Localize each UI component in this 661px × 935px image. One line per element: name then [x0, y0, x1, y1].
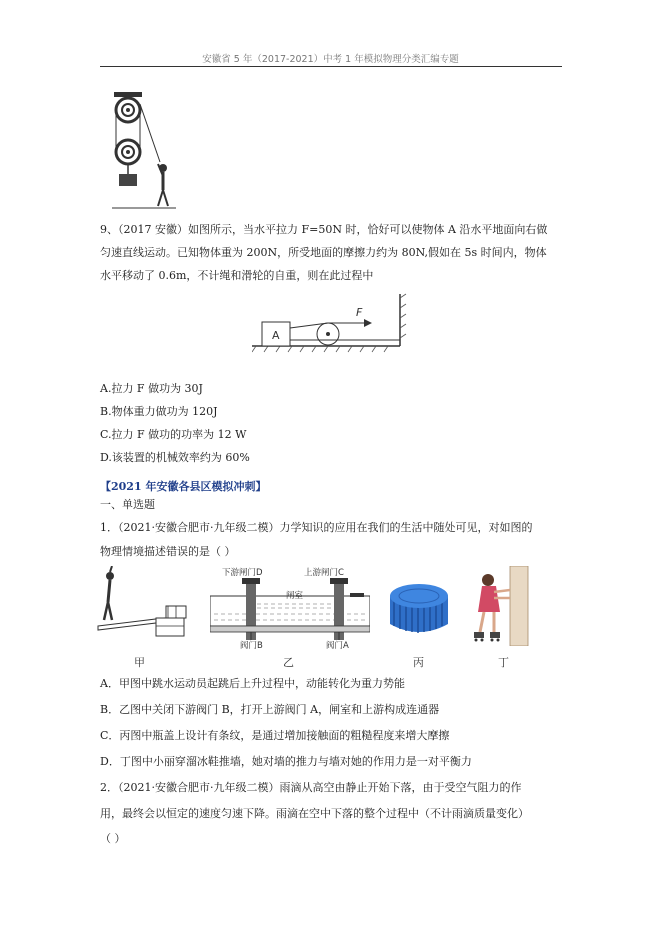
q1-gate-left-label: 下游闸门D — [222, 568, 263, 578]
q1-option-b: B．乙图中关闭下游阀门 B，打开上游阀门 A，闸室和上游构成连通器 — [100, 703, 440, 716]
q1-line-1: 1．（2021·安徽合肥市·九年级二模）力学知识的应用在我们的生活中随处可见，对如图的 — [100, 521, 533, 534]
section-subtitle: 一、单选题 — [100, 498, 155, 511]
section-title: 【2021 年安徽各县区模拟冲刺】 — [100, 480, 267, 493]
q9-line-1: 9、（2017 安徽）如图所示，当水平拉力 F=50N 时，恰好可以使物体 A 沿水平地面向右做 — [100, 223, 548, 236]
page-header-title: 安徽省 5 年（2017-2021）中考 1 年模拟物理分类汇编专题 — [202, 54, 459, 65]
q9-pulley-diagram — [252, 292, 408, 354]
q1-fig-ship-lock — [210, 566, 370, 650]
q9-option-b: B.物体重力做功为 120J — [100, 405, 218, 418]
pulley-figure — [108, 90, 178, 212]
q1-valve-right-label: 阀门A — [326, 641, 349, 650]
q1-gate-right-label: 上游闸门C — [304, 568, 344, 578]
q1-option-c: C．丙图中瓶盖上设计有条纹，是通过增加接触面的粗糙程度来增大摩擦 — [100, 729, 450, 742]
q2-line-1: 2．（2021·安徽合肥市·九年级二模）雨滴从高空由静止开始下落，由于受空气阻力的作 — [100, 781, 522, 794]
q1-caption-bing: 丙 — [413, 656, 424, 669]
q9-line-2: 匀速直线运动。已知物体重为 200N，所受地面的摩擦力约为 80N,假如在 5s 时间内，物体 — [100, 246, 547, 259]
q9-option-a: A.拉力 F 做功为 30J — [100, 382, 203, 395]
q9-option-d: D.该装置的机械效率约为 60% — [100, 451, 250, 464]
q2-line-2: 用，最终会以恒定的速度匀速下降。雨滴在空中下落的整个过程中（不计雨滴质量变化） — [100, 807, 529, 820]
q1-line-2: 物理情境描述错误的是（ ） — [100, 545, 236, 558]
q1-fig-diving — [96, 566, 192, 642]
q1-option-a: A．甲图中跳水运动员起跳后上升过程中，动能转化为重力势能 — [100, 677, 405, 690]
header-rule — [100, 66, 562, 67]
q1-fig-wall-push — [470, 566, 530, 646]
q9-option-c: C.拉力 F 做功的功率为 12 W — [100, 428, 247, 441]
q2-line-3: （ ） — [100, 832, 126, 845]
q1-option-d: D．丁图中小丽穿溜冰鞋推墙，她对墙的推力与墙对她的作用力是一对平衡力 — [100, 755, 472, 768]
q9-force-label: F — [356, 306, 363, 319]
q9-block-label: A — [272, 329, 280, 342]
q1-valve-left-label: 阀门B — [240, 641, 263, 650]
q1-chamber-label: 闸室 — [286, 591, 304, 601]
q1-caption-jia: 甲 — [134, 656, 145, 669]
q1-caption-yi: 乙 — [283, 656, 294, 669]
q1-caption-ding: 丁 — [498, 656, 509, 669]
q9-line-3: 水平移动了 0.6m，不计绳和滑轮的自重，则在此过程中 — [100, 269, 374, 282]
q1-fig-bottle-cap — [384, 578, 454, 642]
